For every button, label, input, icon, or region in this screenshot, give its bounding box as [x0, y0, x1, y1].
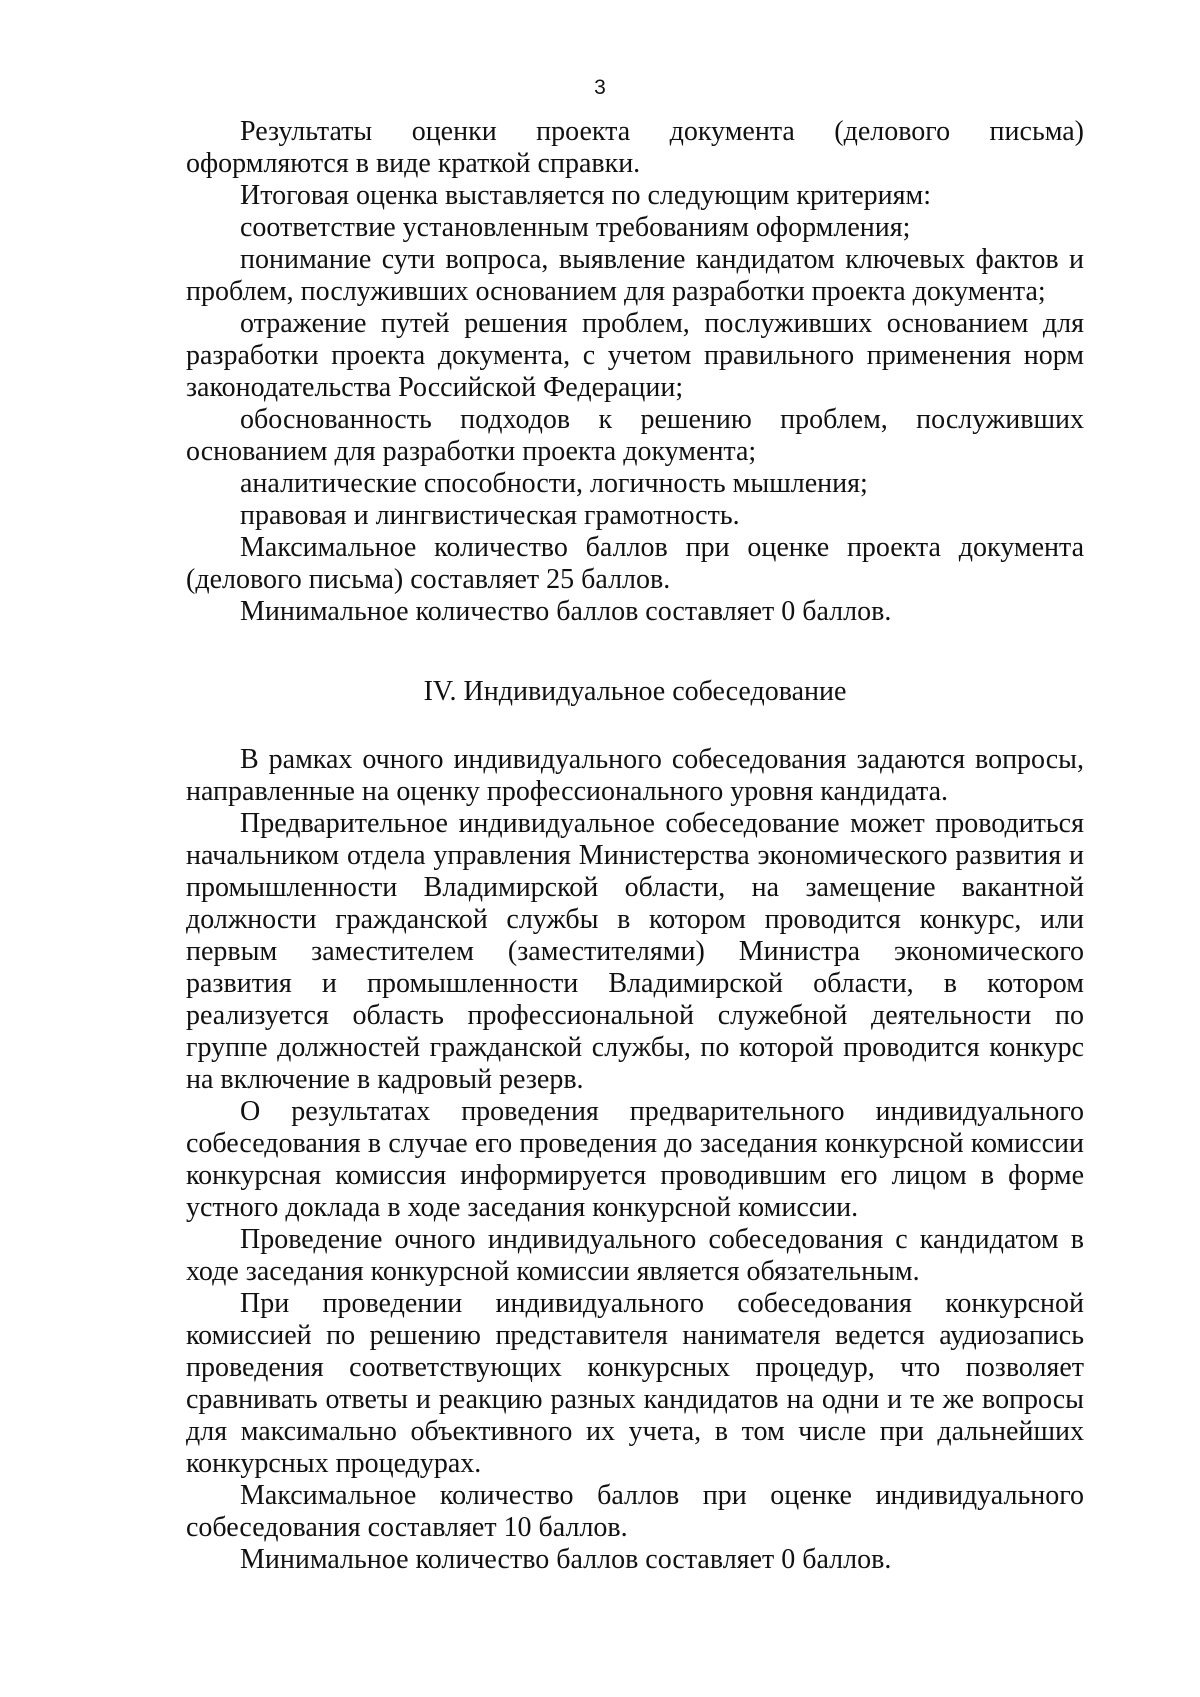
paragraph: О результатах проведения предварительного индивидуального собеседования в случае его проведения до заседания конкурсной комиссии конкурсная комиссия информируется проводившим его лицом в форме устного доклада в ходе заседания конкурсной комиссии.	[186, 1096, 1084, 1223]
section-interview	[186, 744, 1084, 1576]
paragraph: понимание сути вопроса, выявление кандидатом ключевых фактов и проблем, послуживших основанием для разработки проекта документа;	[186, 244, 1084, 307]
section-evaluation-criteria	[186, 116, 1084, 628]
paragraph: Результаты оценки проекта документа (делового письма) оформляются в виде краткой справки.	[186, 116, 1084, 179]
paragraph: аналитические способности, логичность мышления;	[240, 468, 868, 499]
section-heading: IV. Индивидуальное собеседование	[423, 676, 847, 707]
section-heading-block	[186, 676, 1084, 708]
paragraph: Итоговая оценка выставляется по следующим критериям:	[240, 180, 932, 211]
page-number: 3	[594, 76, 606, 99]
paragraph: Максимальное количество баллов при оценке индивидуального собеседования составляет 10 баллов.	[186, 1480, 1084, 1543]
paragraph: соответствие установленным требованиям оформления;	[240, 212, 911, 243]
paragraph: правовая и лингвистическая грамотность.	[240, 500, 740, 531]
paragraph: Минимальное количество баллов составляет 0 баллов.	[240, 1544, 892, 1575]
paragraph: В рамках очного индивидуального собеседования задаются вопросы, направленные на оценку профессионального уровня кандидата.	[186, 744, 1084, 807]
paragraph: Предварительное индивидуальное собеседование может проводиться начальником отдела управления Министерства экономического развития и промышленности Владимирской области, на замещение вакантной должности гражданской службы в котором проводится конкурс, или первым заместителем (заместителями) Министра экономического развития и промышленности Владимирской области, в котором реализуется область профессиональной служебной деятельности по группе должностей гражданской службы, по которой проводится конкурс на включение в кадровый резерв.	[186, 808, 1084, 1095]
paragraph: Минимальное количество баллов составляет 0 баллов.	[240, 596, 892, 627]
paragraph: При проведении индивидуального собеседования конкурсной комиссией по решению представителя нанимателя ведется аудиозапись проведения соответствующих конкурсных процедур, что позволяет сравнивать ответы и реакцию разных кандидатов на одни и те же вопросы для максимально объективного их учета, в том числе при дальнейших конкурсных процедурах.	[186, 1288, 1084, 1479]
paragraph: Проведение очного индивидуального собеседования с кандидатом в ходе заседания конкурсной комиссии является обязательным.	[186, 1224, 1084, 1287]
paragraph: обоснованность подходов к решению проблем, послуживших основанием для разработки проекта документа;	[186, 404, 1084, 467]
paragraph: отражение путей решения проблем, послуживших основанием для разработки проекта документа, с учетом правильного применения норм законодательства Российской Федерации;	[186, 308, 1084, 403]
paragraph: Максимальное количество баллов при оценке проекта документа (делового письма) составляет 25 баллов.	[186, 532, 1084, 595]
